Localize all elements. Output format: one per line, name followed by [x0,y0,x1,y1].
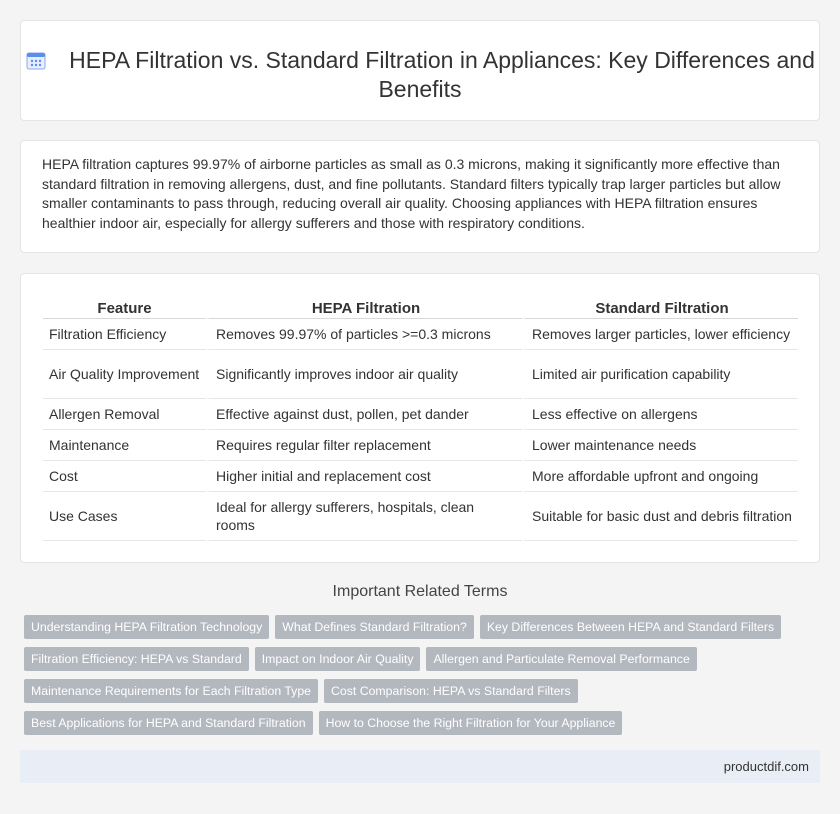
table-header-row [43,295,798,319]
related-term-tag[interactable]: Filtration Efficiency: HEPA vs Standard [24,647,249,671]
standard-cell: Limited air purification capability [522,350,798,399]
hepa-cell: Effective against dust, pollen, pet dander [206,399,522,430]
related-term-tag[interactable]: Understanding HEPA Filtration Technology [24,615,269,639]
related-term-tag[interactable]: Best Applications for HEPA and Standard Filtration [24,711,313,735]
table-row [43,319,798,350]
table-row [43,399,798,430]
feature-cell: Use Cases [43,492,206,541]
header-hepa: HEPA Filtration [206,295,522,319]
intro-card [20,140,820,253]
tag-row [24,615,804,647]
feature-cell: Maintenance [43,430,206,461]
page-title-wrap [21,46,819,104]
calendar-icon [25,49,47,71]
table-row [43,492,798,541]
hepa-cell: Higher initial and replacement cost [206,461,522,492]
footer-site-link[interactable]: productdif.com [723,759,809,774]
related-term-tag[interactable]: Maintenance Requirements for Each Filtration Type [24,679,318,703]
intro-text: HEPA filtration captures 99.97% of airborne particles as small as 0.3 microns, making it significantly more effective than standard filtration in removing allergens, dust, and fine pollutants. Standard filters typically trap larger particles but allow smaller contaminants to pass through, reducing overall air quality. Choosing appliances with HEPA filtration ensures healthier indoor air, especially for allergy sufferers and those with respiratory conditions. [42,156,781,231]
tag-row [24,679,804,711]
hepa-cell: Requires regular filter replacement [206,430,522,461]
feature-cell: Cost [43,461,206,492]
comparison-table [43,295,798,541]
related-term-tag[interactable]: Cost Comparison: HEPA vs Standard Filters [324,679,578,703]
feature-cell: Allergen Removal [43,399,206,430]
page-title: HEPA Filtration vs. Standard Filtration in Appliances: Key Differences and Benefits [69,47,815,102]
header-standard: Standard Filtration [522,295,798,319]
related-terms-list [24,615,804,743]
tag-row [24,711,804,743]
hepa-cell: Significantly improves indoor air quality [206,350,522,399]
table-row [43,350,798,399]
standard-cell: More affordable upfront and ongoing [522,461,798,492]
related-term-tag[interactable]: Key Differences Between HEPA and Standard Filters [480,615,781,639]
footer [20,750,820,783]
related-term-tag[interactable]: How to Choose the Right Filtration for Your Appliance [319,711,623,735]
related-term-tag[interactable]: Allergen and Particulate Removal Performance [426,647,696,671]
related-term-tag[interactable]: Impact on Indoor Air Quality [255,647,421,671]
feature-cell: Filtration Efficiency [43,319,206,350]
header-feature: Feature [43,295,206,319]
hepa-cell: Ideal for allergy sufferers, hospitals, clean rooms [206,492,522,541]
table-row [43,461,798,492]
standard-cell: Removes larger particles, lower efficiency [522,319,798,350]
table-row [43,430,798,461]
related-terms-title: Important Related Terms [332,583,508,600]
tag-row [24,647,804,679]
comparison-table-card [20,273,820,563]
header-card [20,20,820,121]
related-term-tag[interactable]: What Defines Standard Filtration? [275,615,474,639]
feature-cell: Air Quality Improvement [43,350,206,399]
standard-cell: Less effective on allergens [522,399,798,430]
standard-cell: Suitable for basic dust and debris filtration [522,492,798,541]
standard-cell: Lower maintenance needs [522,430,798,461]
hepa-cell: Removes 99.97% of particles >=0.3 microns [206,319,522,350]
